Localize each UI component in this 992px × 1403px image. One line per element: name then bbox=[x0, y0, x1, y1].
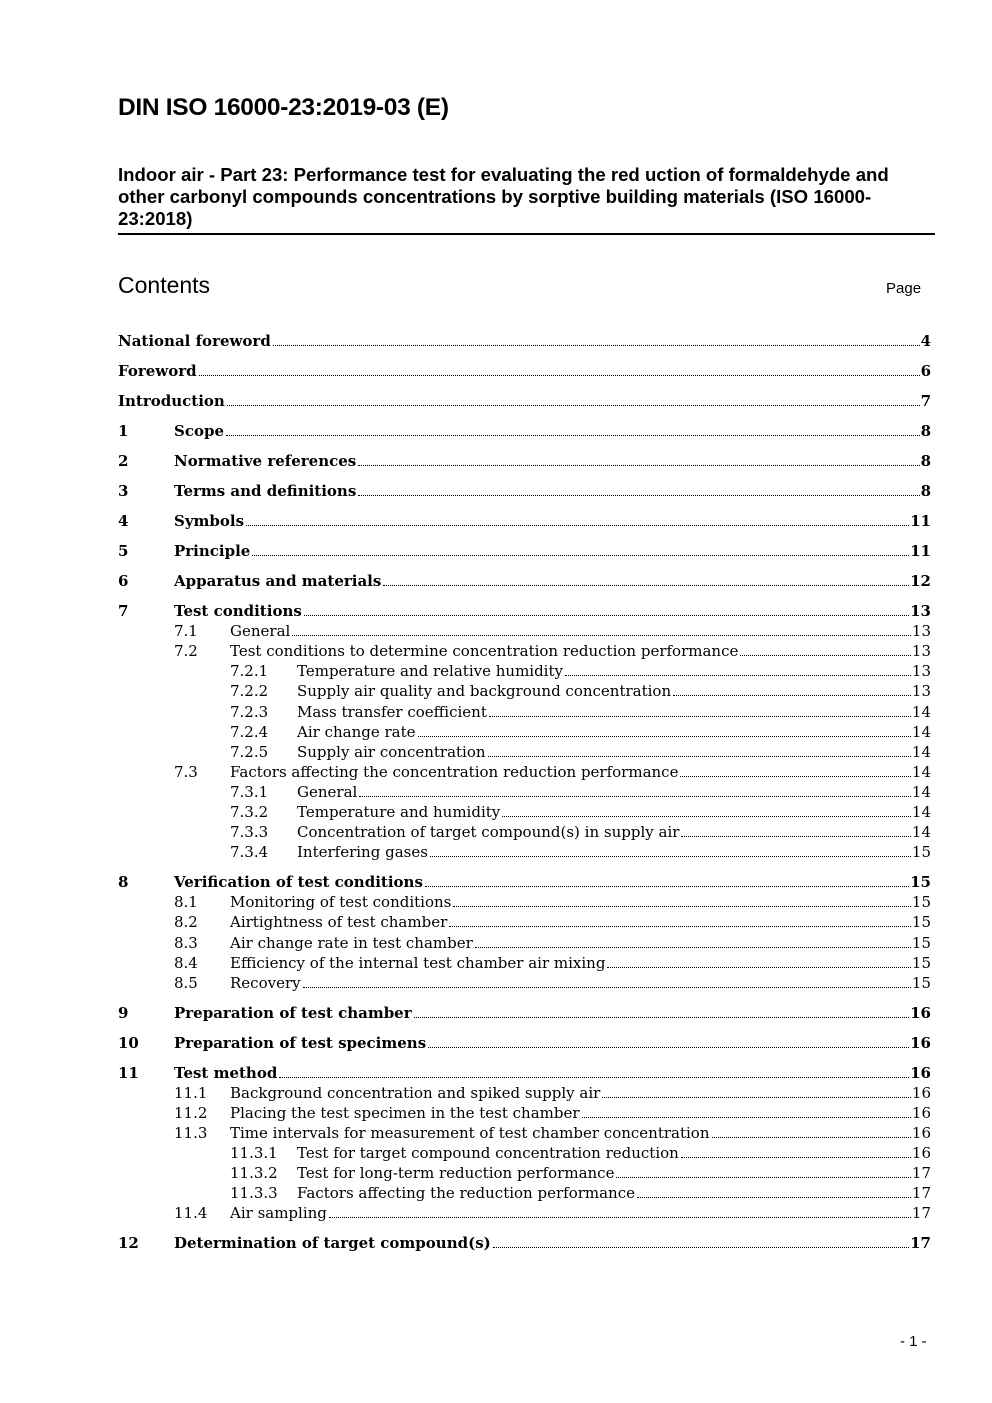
toc-entry-title: Temperature and relative humidity bbox=[297, 662, 563, 681]
toc-entry-number: 7 bbox=[118, 602, 129, 620]
toc-entry[interactable] bbox=[118, 571, 931, 591]
toc-entry-page: 11 bbox=[910, 512, 931, 530]
toc-entry-number: 11.3.2 bbox=[230, 1164, 278, 1183]
toc-entry[interactable] bbox=[230, 782, 931, 802]
toc-entry[interactable] bbox=[174, 973, 931, 993]
toc-entry-page: 15 bbox=[911, 843, 931, 862]
toc-entry-page: 4 bbox=[920, 332, 931, 350]
toc-entry-title: Test conditions to determine concentration reduction performance bbox=[230, 642, 739, 661]
toc-entry[interactable] bbox=[230, 842, 931, 862]
toc-entry-page: 15 bbox=[911, 893, 931, 912]
toc-entry-number: 7.3.3 bbox=[230, 823, 269, 842]
toc-dot-leader bbox=[488, 756, 911, 757]
toc-entry[interactable] bbox=[174, 892, 931, 912]
toc-dot-leader bbox=[303, 987, 911, 988]
toc-entry-number: 8.5 bbox=[174, 973, 198, 992]
toc-entry-page: 15 bbox=[911, 933, 931, 952]
toc-dot-leader bbox=[475, 947, 911, 948]
toc-entry[interactable] bbox=[174, 1203, 931, 1223]
toc-entry-page: 16 bbox=[911, 1103, 931, 1122]
toc-entry-number: 7.3.1 bbox=[230, 782, 269, 801]
toc-entry[interactable] bbox=[118, 872, 931, 892]
toc-dot-leader bbox=[273, 345, 920, 346]
toc-entry-page: 6 bbox=[920, 362, 931, 380]
toc-entry-page: 11 bbox=[910, 542, 931, 560]
toc-entry-page: 13 bbox=[911, 642, 931, 661]
toc-entry-title: Efficiency of the internal test chamber air mixing bbox=[230, 953, 606, 972]
toc-entry[interactable] bbox=[230, 1163, 931, 1183]
toc-entry-title: Supply air concentration bbox=[297, 742, 486, 761]
toc-dot-leader bbox=[226, 435, 920, 436]
toc-entry[interactable] bbox=[174, 1103, 931, 1123]
toc-entry[interactable] bbox=[118, 331, 931, 351]
toc-entry-number: 7.2.5 bbox=[230, 742, 269, 761]
toc-entry-page: 16 bbox=[911, 1083, 931, 1102]
toc-entry-number: 11.3.3 bbox=[230, 1184, 278, 1203]
toc-entry[interactable] bbox=[230, 722, 931, 742]
toc-entry-title: Interfering gases bbox=[297, 843, 428, 862]
toc-entry-title: Supply air quality and background concentration bbox=[297, 682, 672, 701]
toc-entry[interactable] bbox=[174, 641, 931, 661]
toc-dot-leader bbox=[493, 1247, 909, 1248]
toc-entry-page: 13 bbox=[911, 622, 931, 641]
toc-entry-number: 9 bbox=[118, 1003, 129, 1022]
toc-entry-title: Test conditions bbox=[174, 602, 302, 620]
toc-entry[interactable] bbox=[230, 822, 931, 842]
toc-entry-page: 13 bbox=[911, 662, 931, 681]
toc-entry-number: 11.3.1 bbox=[230, 1144, 278, 1163]
toc-dot-leader bbox=[680, 776, 910, 777]
toc-dot-leader bbox=[430, 856, 911, 857]
toc-entry-number: 7.2.2 bbox=[230, 682, 269, 701]
toc-entry[interactable] bbox=[230, 661, 931, 681]
toc-entry-page: 13 bbox=[911, 682, 931, 701]
toc-entry-page: 17 bbox=[910, 1234, 931, 1253]
toc-entry-page: 15 bbox=[911, 913, 931, 932]
toc-dot-leader bbox=[582, 1117, 911, 1118]
toc-entry[interactable] bbox=[118, 451, 931, 471]
toc-dot-leader bbox=[565, 675, 911, 676]
document-title: DIN ISO 16000-23:2019-03 (E) bbox=[118, 94, 449, 121]
toc-entry-title: Terms and definitions bbox=[174, 482, 357, 500]
toc-entry[interactable] bbox=[174, 1123, 931, 1143]
toc-entry-title: Time intervals for measurement of test chamber concentration bbox=[230, 1124, 710, 1142]
toc-dot-leader bbox=[358, 465, 919, 466]
toc-entry-title: General bbox=[297, 782, 358, 801]
toc-entry-page: 14 bbox=[911, 782, 931, 801]
toc-entry-title: Air change rate bbox=[297, 722, 416, 741]
toc-dot-leader bbox=[453, 906, 911, 907]
toc-dot-leader bbox=[414, 1017, 909, 1018]
toc-dot-leader bbox=[246, 525, 909, 526]
toc-entry-page: 16 bbox=[910, 1033, 931, 1052]
toc-entry[interactable] bbox=[118, 511, 931, 531]
document-subtitle: Indoor air - Part 23: Performance test for evaluating the red uction of formaldehyde and other carbonyl compounds concentrations by sorptive building materials (ISO 16000-23:2018) bbox=[118, 164, 889, 229]
toc-entry-number: 11 bbox=[118, 1063, 139, 1082]
toc-entry-page: 16 bbox=[910, 1003, 931, 1022]
toc-dot-leader bbox=[383, 585, 909, 586]
toc-entry-number: 3 bbox=[118, 482, 129, 500]
toc-entry[interactable] bbox=[118, 1003, 931, 1023]
toc-entry-title: Apparatus and materials bbox=[174, 572, 382, 590]
toc-entry-page: 17 bbox=[911, 1164, 931, 1183]
toc-entry[interactable] bbox=[174, 621, 931, 641]
toc-entry-page: 8 bbox=[920, 422, 931, 440]
toc-entry-number: 11.3 bbox=[174, 1124, 208, 1142]
toc-dot-leader bbox=[712, 1137, 911, 1138]
toc-entry[interactable] bbox=[118, 361, 931, 381]
toc-entry[interactable] bbox=[174, 762, 931, 782]
toc-entry-number: 1 bbox=[118, 422, 129, 440]
toc-entry-title: Test method bbox=[174, 1063, 278, 1082]
toc-entry[interactable] bbox=[230, 1143, 931, 1163]
toc-dot-leader bbox=[502, 816, 911, 817]
toc-entry[interactable] bbox=[118, 421, 931, 441]
toc-dot-leader bbox=[418, 736, 911, 737]
toc-entry-page: 13 bbox=[910, 602, 931, 620]
toc-entry-number: 7.3.4 bbox=[230, 843, 269, 862]
toc-entry-page: 14 bbox=[911, 702, 931, 721]
toc-entry-page: 7 bbox=[920, 392, 931, 410]
toc-entry-title: Introduction bbox=[118, 392, 225, 410]
toc-entry-number: 7.3 bbox=[174, 762, 198, 781]
toc-entry-title: Test for target compound concentration reduction bbox=[297, 1144, 679, 1163]
toc-entry-page: 8 bbox=[920, 452, 931, 470]
toc-entry-number: 7.2.4 bbox=[230, 722, 269, 741]
toc-entry[interactable] bbox=[230, 681, 931, 701]
toc-entry-number: 8 bbox=[118, 873, 129, 892]
toc-entry-number: 7.2 bbox=[174, 642, 198, 661]
toc-dot-leader bbox=[304, 615, 909, 616]
page-number: - 1 - bbox=[900, 1333, 927, 1350]
toc-entry-number: 7.2.3 bbox=[230, 702, 269, 721]
toc-dot-leader bbox=[489, 716, 911, 717]
toc-dot-leader bbox=[637, 1197, 911, 1198]
toc-entry[interactable] bbox=[174, 912, 931, 932]
toc-entry[interactable] bbox=[230, 1183, 931, 1203]
toc-entry-page: 14 bbox=[911, 722, 931, 741]
toc-entry-page: 17 bbox=[911, 1184, 931, 1203]
toc-entry-number: 10 bbox=[118, 1033, 139, 1052]
toc-entry[interactable] bbox=[118, 391, 931, 411]
toc-entry[interactable] bbox=[118, 1063, 931, 1083]
contents-heading: Contents bbox=[118, 272, 211, 298]
toc-dot-leader bbox=[199, 375, 920, 376]
toc-entry-page: 16 bbox=[911, 1124, 931, 1142]
toc-dot-leader bbox=[673, 695, 911, 696]
toc-entry[interactable] bbox=[118, 601, 931, 621]
toc-entry[interactable] bbox=[230, 802, 931, 822]
toc-entry[interactable] bbox=[174, 933, 931, 953]
toc-entry-number: 8.3 bbox=[174, 933, 198, 952]
toc-entry-title: Verification of test conditions bbox=[174, 873, 423, 892]
toc-entry-title: Airtightness of test chamber bbox=[230, 913, 448, 932]
toc-entry-title: Preparation of test chamber bbox=[174, 1003, 412, 1022]
toc-dot-leader bbox=[358, 495, 919, 496]
toc-entry-page: 14 bbox=[911, 762, 931, 781]
toc-entry-title: Principle bbox=[174, 542, 251, 560]
toc-dot-leader bbox=[227, 405, 920, 406]
toc-entry-title: Air change rate in test chamber bbox=[230, 933, 473, 952]
toc-entry-page: 15 bbox=[911, 973, 931, 992]
toc-dot-leader bbox=[252, 555, 909, 556]
toc-dot-leader bbox=[681, 1157, 911, 1158]
toc-entry-title: Test for long-term reduction performance bbox=[297, 1164, 615, 1183]
toc-entry[interactable] bbox=[118, 481, 931, 501]
toc-entry-page: 12 bbox=[910, 572, 931, 590]
toc-entry-page: 8 bbox=[920, 482, 931, 500]
toc-entry-number: 12 bbox=[118, 1234, 139, 1253]
toc-dot-leader bbox=[329, 1217, 911, 1218]
toc-entry[interactable] bbox=[118, 1033, 931, 1053]
toc-entry-number: 7.1 bbox=[174, 622, 198, 641]
toc-entry-page: 17 bbox=[911, 1204, 931, 1223]
toc-dot-leader bbox=[616, 1177, 910, 1178]
toc-entry[interactable] bbox=[230, 742, 931, 762]
toc-dot-leader bbox=[449, 926, 911, 927]
toc-entry-title: General bbox=[230, 622, 291, 641]
toc-entry-title: Recovery bbox=[230, 973, 301, 992]
toc-dot-leader bbox=[681, 836, 910, 837]
toc-entry-title: Factors affecting the reduction performance bbox=[297, 1184, 635, 1203]
toc-entry[interactable] bbox=[118, 1233, 931, 1253]
toc-entry-number: 6 bbox=[118, 572, 129, 590]
toc-entry-number: 5 bbox=[118, 542, 129, 560]
toc-dot-leader bbox=[428, 1047, 909, 1048]
toc-entry-title: Normative references bbox=[174, 452, 357, 470]
toc-dot-leader bbox=[602, 1097, 911, 1098]
toc-entry[interactable] bbox=[230, 702, 931, 722]
toc-entry-page: 16 bbox=[910, 1063, 931, 1082]
toc-entry-number: 7.3.2 bbox=[230, 803, 269, 821]
toc-entry-number: 8.2 bbox=[174, 913, 198, 932]
toc-dot-leader bbox=[425, 886, 909, 887]
toc-entry-page: 16 bbox=[911, 1144, 931, 1163]
toc-dot-leader bbox=[359, 796, 911, 797]
toc-entry-number: 11.2 bbox=[174, 1103, 208, 1122]
toc-entry[interactable] bbox=[118, 541, 931, 561]
toc-entry-number: 8.1 bbox=[174, 893, 198, 912]
toc-entry-title: Background concentration and spiked supply air bbox=[230, 1083, 601, 1102]
toc-entry-title: Temperature and humidity bbox=[297, 803, 501, 821]
toc-entry-page: 15 bbox=[910, 873, 931, 892]
toc-entry-number: 2 bbox=[118, 452, 129, 470]
toc-entry-page: 14 bbox=[911, 803, 931, 821]
toc-dot-leader bbox=[607, 967, 910, 968]
toc-entry-title: Air sampling bbox=[230, 1204, 327, 1223]
toc-dot-leader bbox=[279, 1077, 909, 1078]
toc-entry-title: Preparation of test specimens bbox=[174, 1033, 427, 1052]
toc-entry-number: 11.4 bbox=[174, 1204, 208, 1223]
toc-entry-title: Placing the test specimen in the test chamber bbox=[230, 1103, 580, 1122]
toc-entry-page: 14 bbox=[911, 823, 931, 842]
toc-entry-title: Mass transfer coefficient bbox=[297, 702, 487, 721]
toc-entry-page: 14 bbox=[911, 742, 931, 761]
page-column-label: Page bbox=[886, 280, 922, 297]
toc-entry-title: Foreword bbox=[118, 362, 197, 380]
toc-entry[interactable] bbox=[174, 953, 931, 973]
toc-entry-title: Determination of target compound(s) bbox=[174, 1234, 491, 1253]
toc-entry-title: National foreword bbox=[118, 332, 271, 350]
toc-dot-leader bbox=[740, 655, 911, 656]
toc-entry-number: 4 bbox=[118, 512, 129, 530]
toc-entry-page: 15 bbox=[911, 953, 931, 972]
toc-entry[interactable] bbox=[174, 1083, 931, 1103]
toc-entry-title: Concentration of target compound(s) in supply air bbox=[297, 823, 680, 842]
toc-entry-number: 8.4 bbox=[174, 953, 198, 972]
toc-dot-leader bbox=[292, 635, 911, 636]
toc-entry-title: Factors affecting the concentration reduction performance bbox=[230, 762, 679, 781]
toc-entry-title: Scope bbox=[174, 422, 225, 440]
toc-entry-number: 7.2.1 bbox=[230, 662, 269, 681]
toc-entry-number: 11.1 bbox=[174, 1083, 208, 1102]
toc-entry-title: Symbols bbox=[174, 512, 245, 530]
toc-entry-title: Monitoring of test conditions bbox=[230, 893, 452, 912]
